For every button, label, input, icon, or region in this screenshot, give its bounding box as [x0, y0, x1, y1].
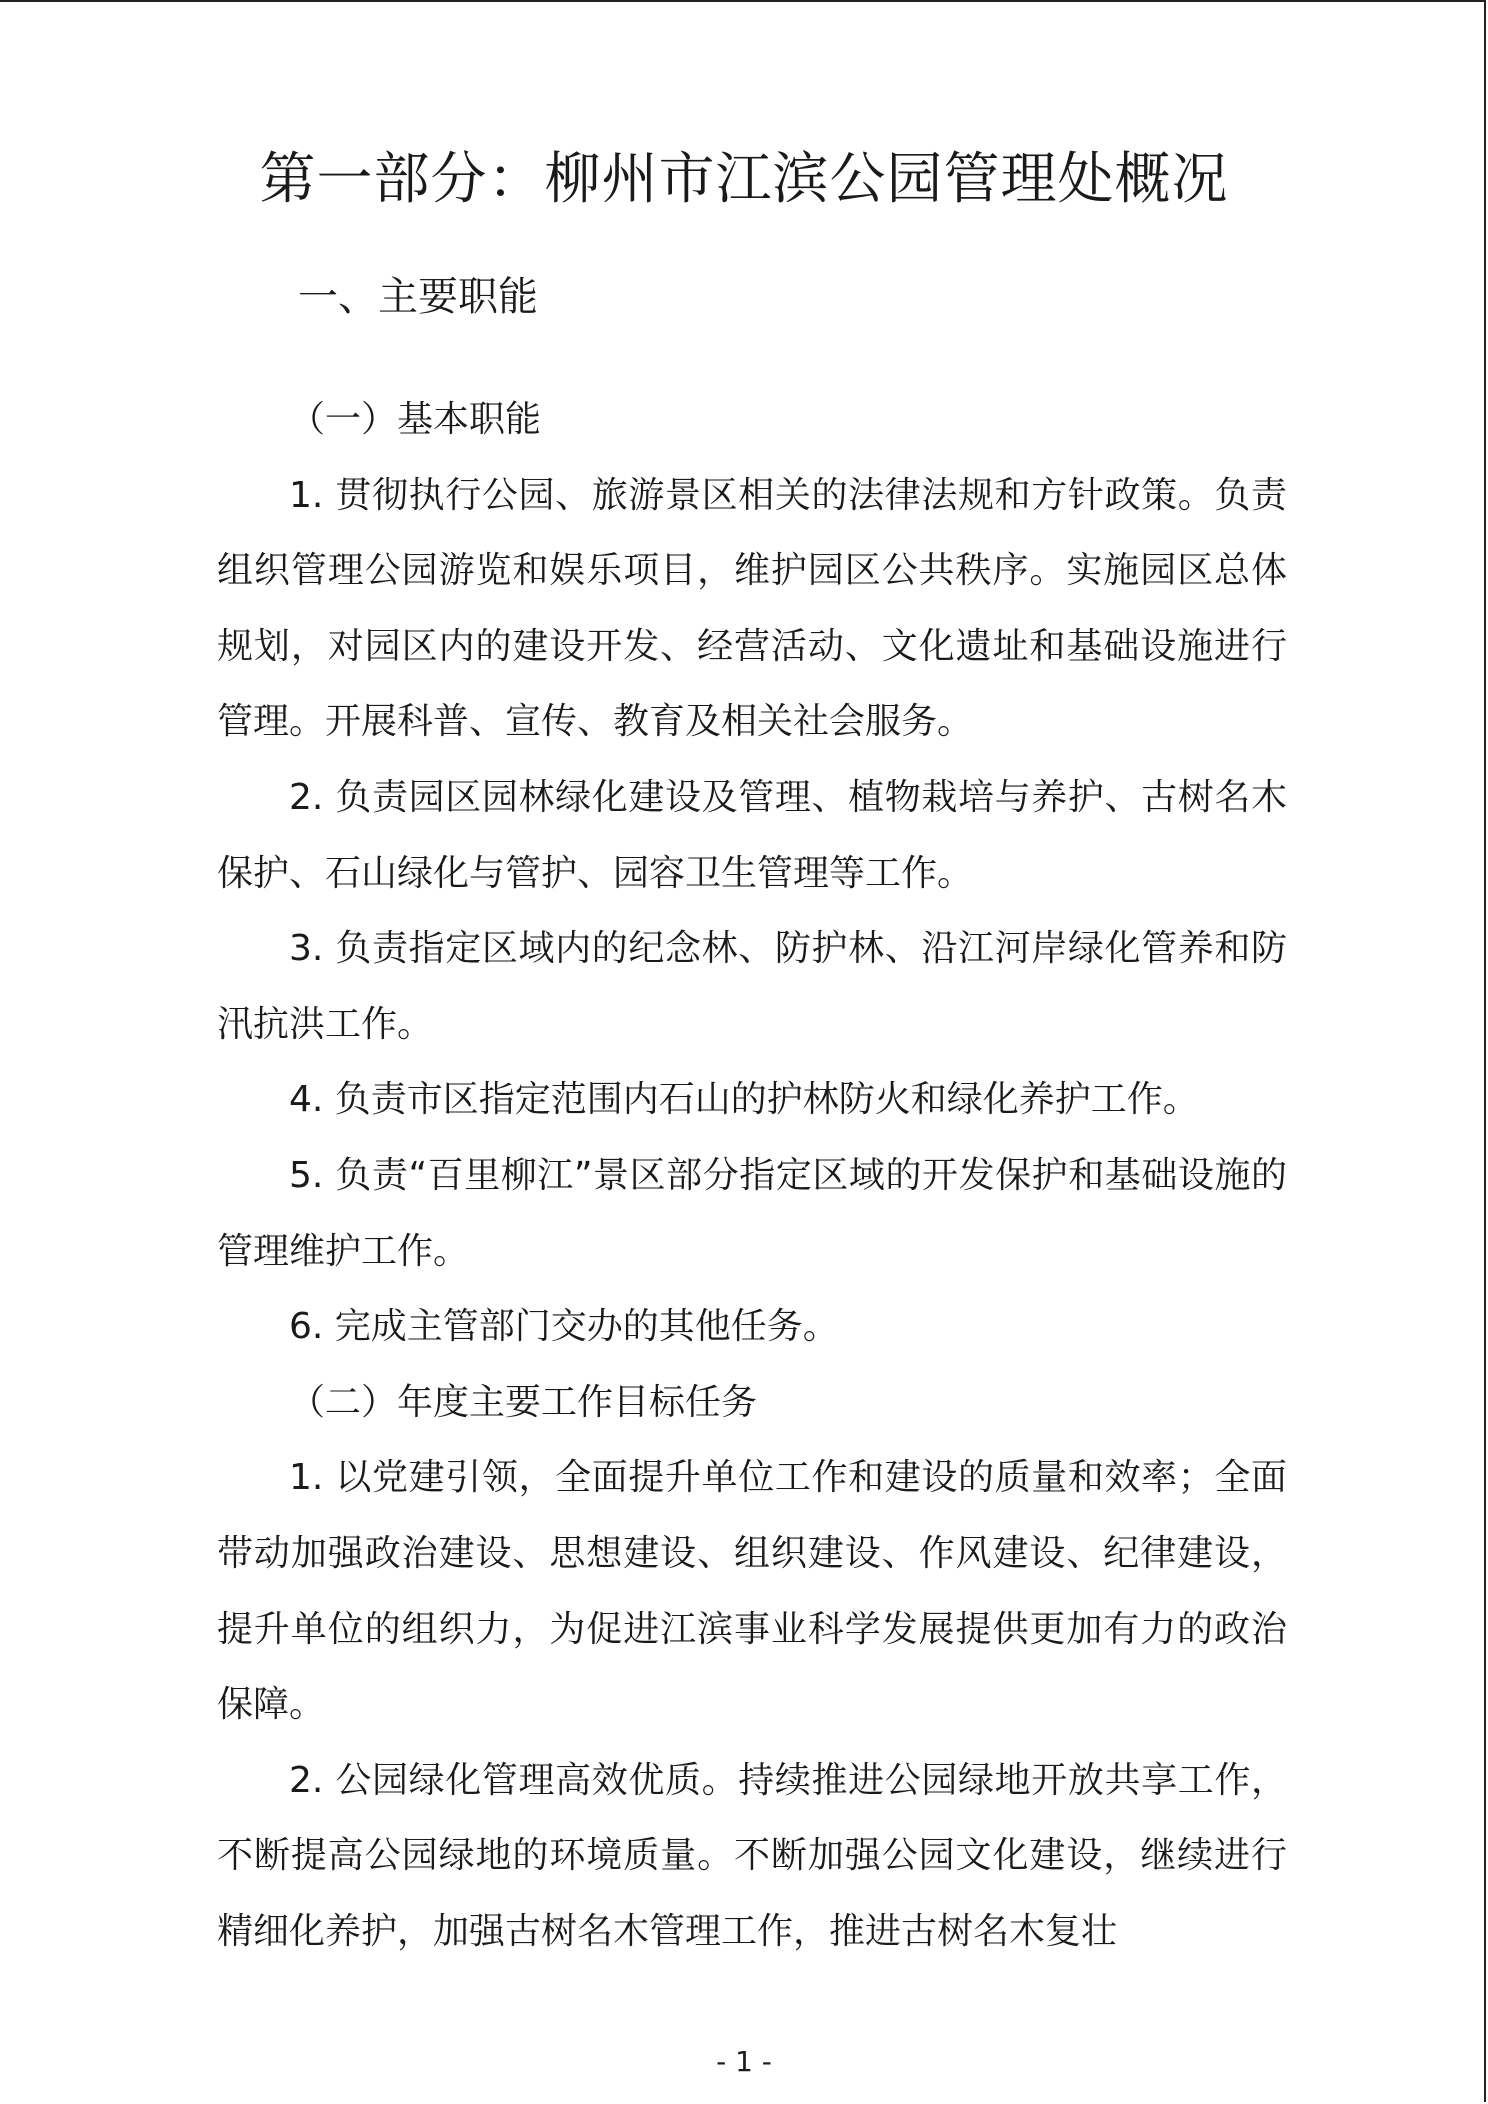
section-heading: 一、主要职能 — [298, 274, 538, 320]
paragraph: 1. 贯彻执行公园、旅游景区相关的法律法规和方针政策。负责组织管理公园游览和娱乐项目，维护园区公共秩序。实施园区总体规划，对园区内的建设开发、经营活动、文化遗址和基础设施进行管理。开展科普、宣传、教育及相关社会服务。 — [217, 474, 1287, 743]
paragraph: 6. 完成主管部门交办的其他任务。 — [289, 1306, 839, 1348]
subsection-heading: （二）年度主要工作目标任务 — [289, 1381, 758, 1423]
paragraph: 1. 以党建引领，全面提升单位工作和建设的质量和效率；全面带动加强政治建设、思想建设、组织建设、作风建设、纪律建设，提升单位的组织力，为促进江滨事业科学发展提供更加有力的政治保障。 — [217, 1457, 1287, 1726]
subsection-heading: （一）基本职能 — [289, 399, 542, 440]
document-title: 第一部分：柳州市江滨公园管理处概况 — [259, 147, 1229, 212]
paragraph: 3. 负责指定区域内的纪念林、防护林、沿江河岸绿化管养和防汛抗洪工作。 — [217, 928, 1287, 1045]
paragraph: 4. 负责市区指定范围内石山的护林防火和绿化养护工作。 — [289, 1079, 1199, 1121]
document-body — [217, 382, 1287, 1969]
paragraph: 2. 公园绿化管理高效优质。持续推进公园绿地开放共享工作，不断提高公园绿地的环境质量。不断加强公园文化建设，继续进行精细化养护，加强古树名木管理工作，推进古树名木复壮 — [217, 1759, 1287, 1952]
page-number: - 1 - — [716, 2045, 772, 2078]
paragraph: 5. 负责“百里柳江”景区部分指定区域的开发保护和基础设施的管理维护工作。 — [217, 1154, 1287, 1272]
paragraph: 2. 负责园区园林绿化建设及管理、植物栽培与养护、古树名木保护、石山绿化与管护、园容卫生管理等工作。 — [217, 776, 1287, 894]
